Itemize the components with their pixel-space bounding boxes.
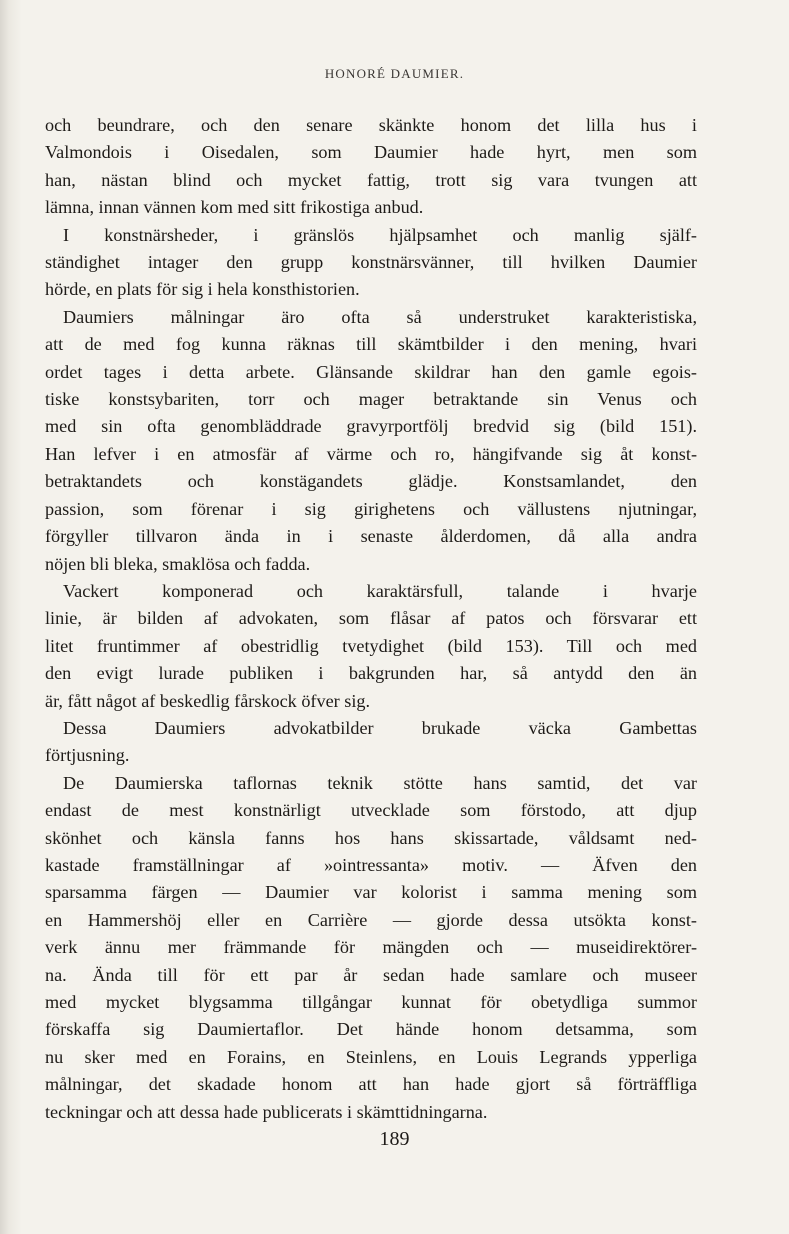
text-line: den evigt lurade publiken i bakgrunden har, så antydd den än — [45, 663, 697, 684]
text-line: nöjen bli bleka, smaklösa och fadda. — [45, 553, 311, 574]
text-line: De Daumierska taflornas teknik stötte hans samtid, det var — [63, 772, 697, 793]
text-line: endast de mest konstnärligt utvecklade som förstodo, att djup — [45, 800, 697, 821]
text-line: han, nästan blind och mycket fattig, trott sig vara tvungen att — [45, 169, 697, 190]
text-line: ordet tages i detta arbete. Glänsande skildrar han den gamle egois- — [45, 361, 697, 382]
text-line: betraktandets och konstägandets glädje. Konstsamlandet, den — [45, 471, 697, 492]
page-gutter-shadow — [0, 0, 22, 1234]
text-line: Valmondois i Oisedalen, som Daumier hade hyrt, men som — [45, 142, 697, 163]
text-line: kastade framställningar af »ointressanta» motiv. — Äfven den — [45, 854, 697, 875]
text-line: är, fått något af beskedlig fårskock öfver sig. — [45, 690, 371, 711]
page-number: 189 — [379, 1128, 410, 1150]
text-line: litet fruntimmer af obestridlig tvetydighet (bild 153). Till och med — [45, 635, 697, 656]
text-line: Han lefver i en atmosfär af värme och ro, hängifvande sig åt konst- — [45, 443, 697, 464]
text-line: skönhet och känsla fanns hos hans skissartade, våldsamt ned- — [45, 827, 697, 848]
text-line: I konstnärsheder, i gränslös hjälpsamhet och manlig själf- — [63, 224, 697, 245]
text-line: med mycket blygsamma tillgångar kunnat för obetydliga summor — [45, 992, 697, 1012]
text-line: och beundrare, och den senare skänkte honom det lilla hus i — [45, 115, 697, 135]
text-line: hörde, en plats för sig i hela konsthistorien. — [45, 279, 360, 300]
text-line: förskaffa sig Daumiertaflor. Det hände honom detsamma, som — [45, 1019, 697, 1040]
text-line: na. Ända till för ett par år sedan hade samlare och museer — [45, 964, 697, 985]
text-line: lämna, innan vännen kom med sitt frikostiga anbud. — [45, 197, 424, 218]
text-line: förgyller tillvaron ända in i senaste ålderdomen, då alla andra — [45, 526, 697, 547]
text-line: teckningar och att dessa hade publicerats i skämttidningarna. — [45, 1101, 488, 1122]
running-header: HONORÉ DAUMIER. — [324, 66, 465, 81]
text-line: nu sker med en Forains, en Steinlens, en Louis Legrands ypperliga — [45, 1046, 697, 1067]
text-line: sparsamma färgen — Daumier var kolorist i samma mening som — [45, 882, 697, 903]
text-line: linie, är bilden af advokaten, som flåsar af patos och försvarar ett — [45, 608, 697, 629]
text-line: förtjusning. — [45, 745, 130, 766]
text-line: Dessa Daumiers advokatbilder brukade väcka Gambettas — [63, 717, 697, 738]
text-line: ständighet intager den grupp konstnärsvänner, till hvilken Daumier — [45, 252, 697, 273]
text-line: verk ännu mer främmande för mängden och — museidirektörer- — [45, 937, 697, 958]
text-line: Daumiers målningar äro ofta så understruket karakteristiska, — [63, 306, 697, 327]
text-line: att de med fog kunna räknas till skämtbilder i den mening, hvari — [45, 334, 697, 355]
text-line: passion, som förenar i sig girighetens och vällustens njutningar, — [45, 498, 697, 519]
body-text — [45, 112, 697, 1126]
text-line: tiske konstsybariten, torr och mager betraktande sin Venus och — [45, 389, 697, 410]
text-line: målningar, det skadade honom att han hade gjort så förträffliga — [45, 1074, 697, 1095]
text-line: Vackert komponerad och karaktärsfull, talande i hvarje — [63, 580, 697, 601]
text-line: med sin ofta genombläddrade gravyrportfölj bredvid sig (bild 151). — [45, 416, 697, 437]
text-line: en Hammershöj eller en Carrière — gjorde dessa utsökta konst- — [45, 909, 697, 930]
